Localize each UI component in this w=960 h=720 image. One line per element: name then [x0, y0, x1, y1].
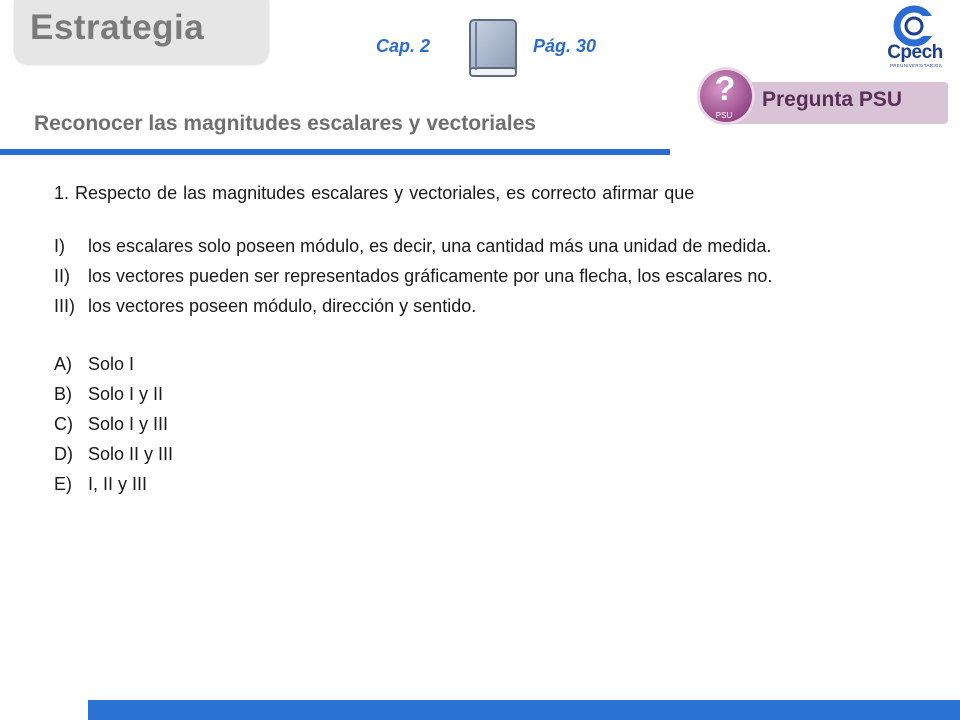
- subtitle-rule: [0, 149, 670, 155]
- question-stem: 1. Respecto de las magnitudes escalares y vectoriales, es correcto afirmar que: [54, 183, 695, 203]
- option-text: I, II y III: [88, 474, 148, 494]
- pregunta-psu-label: Pregunta PSU: [762, 88, 903, 111]
- logo-text: Cpech: [887, 42, 943, 63]
- slide-subtitle: Reconocer las magnitudes escalares y vectoriales: [34, 112, 536, 135]
- option-letter: B): [54, 384, 72, 404]
- option-letter: C): [54, 414, 73, 434]
- svg-text:?: ?: [714, 70, 736, 108]
- question-content: [54, 180, 910, 499]
- statement: [54, 293, 910, 319]
- chapter-label: Cap. 2: [376, 36, 431, 56]
- section-tab-title: Estrategia: [30, 8, 205, 47]
- statement-text: los escalares solo poseen módulo, es decir, una cantidad más una unidad de medida.: [88, 236, 772, 256]
- statement-text: los vectores pueden ser representados gráficamente por una flecha, los escalares no.: [88, 266, 773, 286]
- statement-text: los vectores poseen módulo, dirección y sentido.: [88, 296, 477, 316]
- statement-number: I): [54, 236, 65, 256]
- question-mark-psu-icon: [694, 64, 758, 128]
- statement-number: III): [54, 296, 75, 316]
- statement: [54, 233, 910, 259]
- statement-number: II): [54, 266, 70, 286]
- option-letter: D): [54, 444, 73, 464]
- page-label: Pág. 30: [533, 36, 597, 56]
- answer-option: [54, 469, 910, 499]
- spacer: [54, 323, 910, 349]
- footer-bar: [88, 700, 960, 720]
- answer-option: [54, 409, 910, 439]
- statement: [54, 263, 910, 289]
- option-text: Solo II y III: [88, 444, 174, 464]
- answer-option: [54, 439, 910, 469]
- option-text: Solo I: [88, 354, 135, 374]
- logo-subtext: PREUNIVERSITARIOS: [889, 63, 943, 68]
- psu-icon-text: PSU: [715, 111, 733, 120]
- answer-option: [54, 349, 910, 379]
- book-icon: [466, 18, 524, 80]
- option-letter: E): [54, 474, 72, 494]
- option-text: Solo I y II: [88, 384, 164, 404]
- option-text: Solo I y III: [88, 414, 169, 434]
- section-tab: [14, 0, 269, 64]
- option-letter: A): [54, 354, 72, 374]
- answer-option: [54, 379, 910, 409]
